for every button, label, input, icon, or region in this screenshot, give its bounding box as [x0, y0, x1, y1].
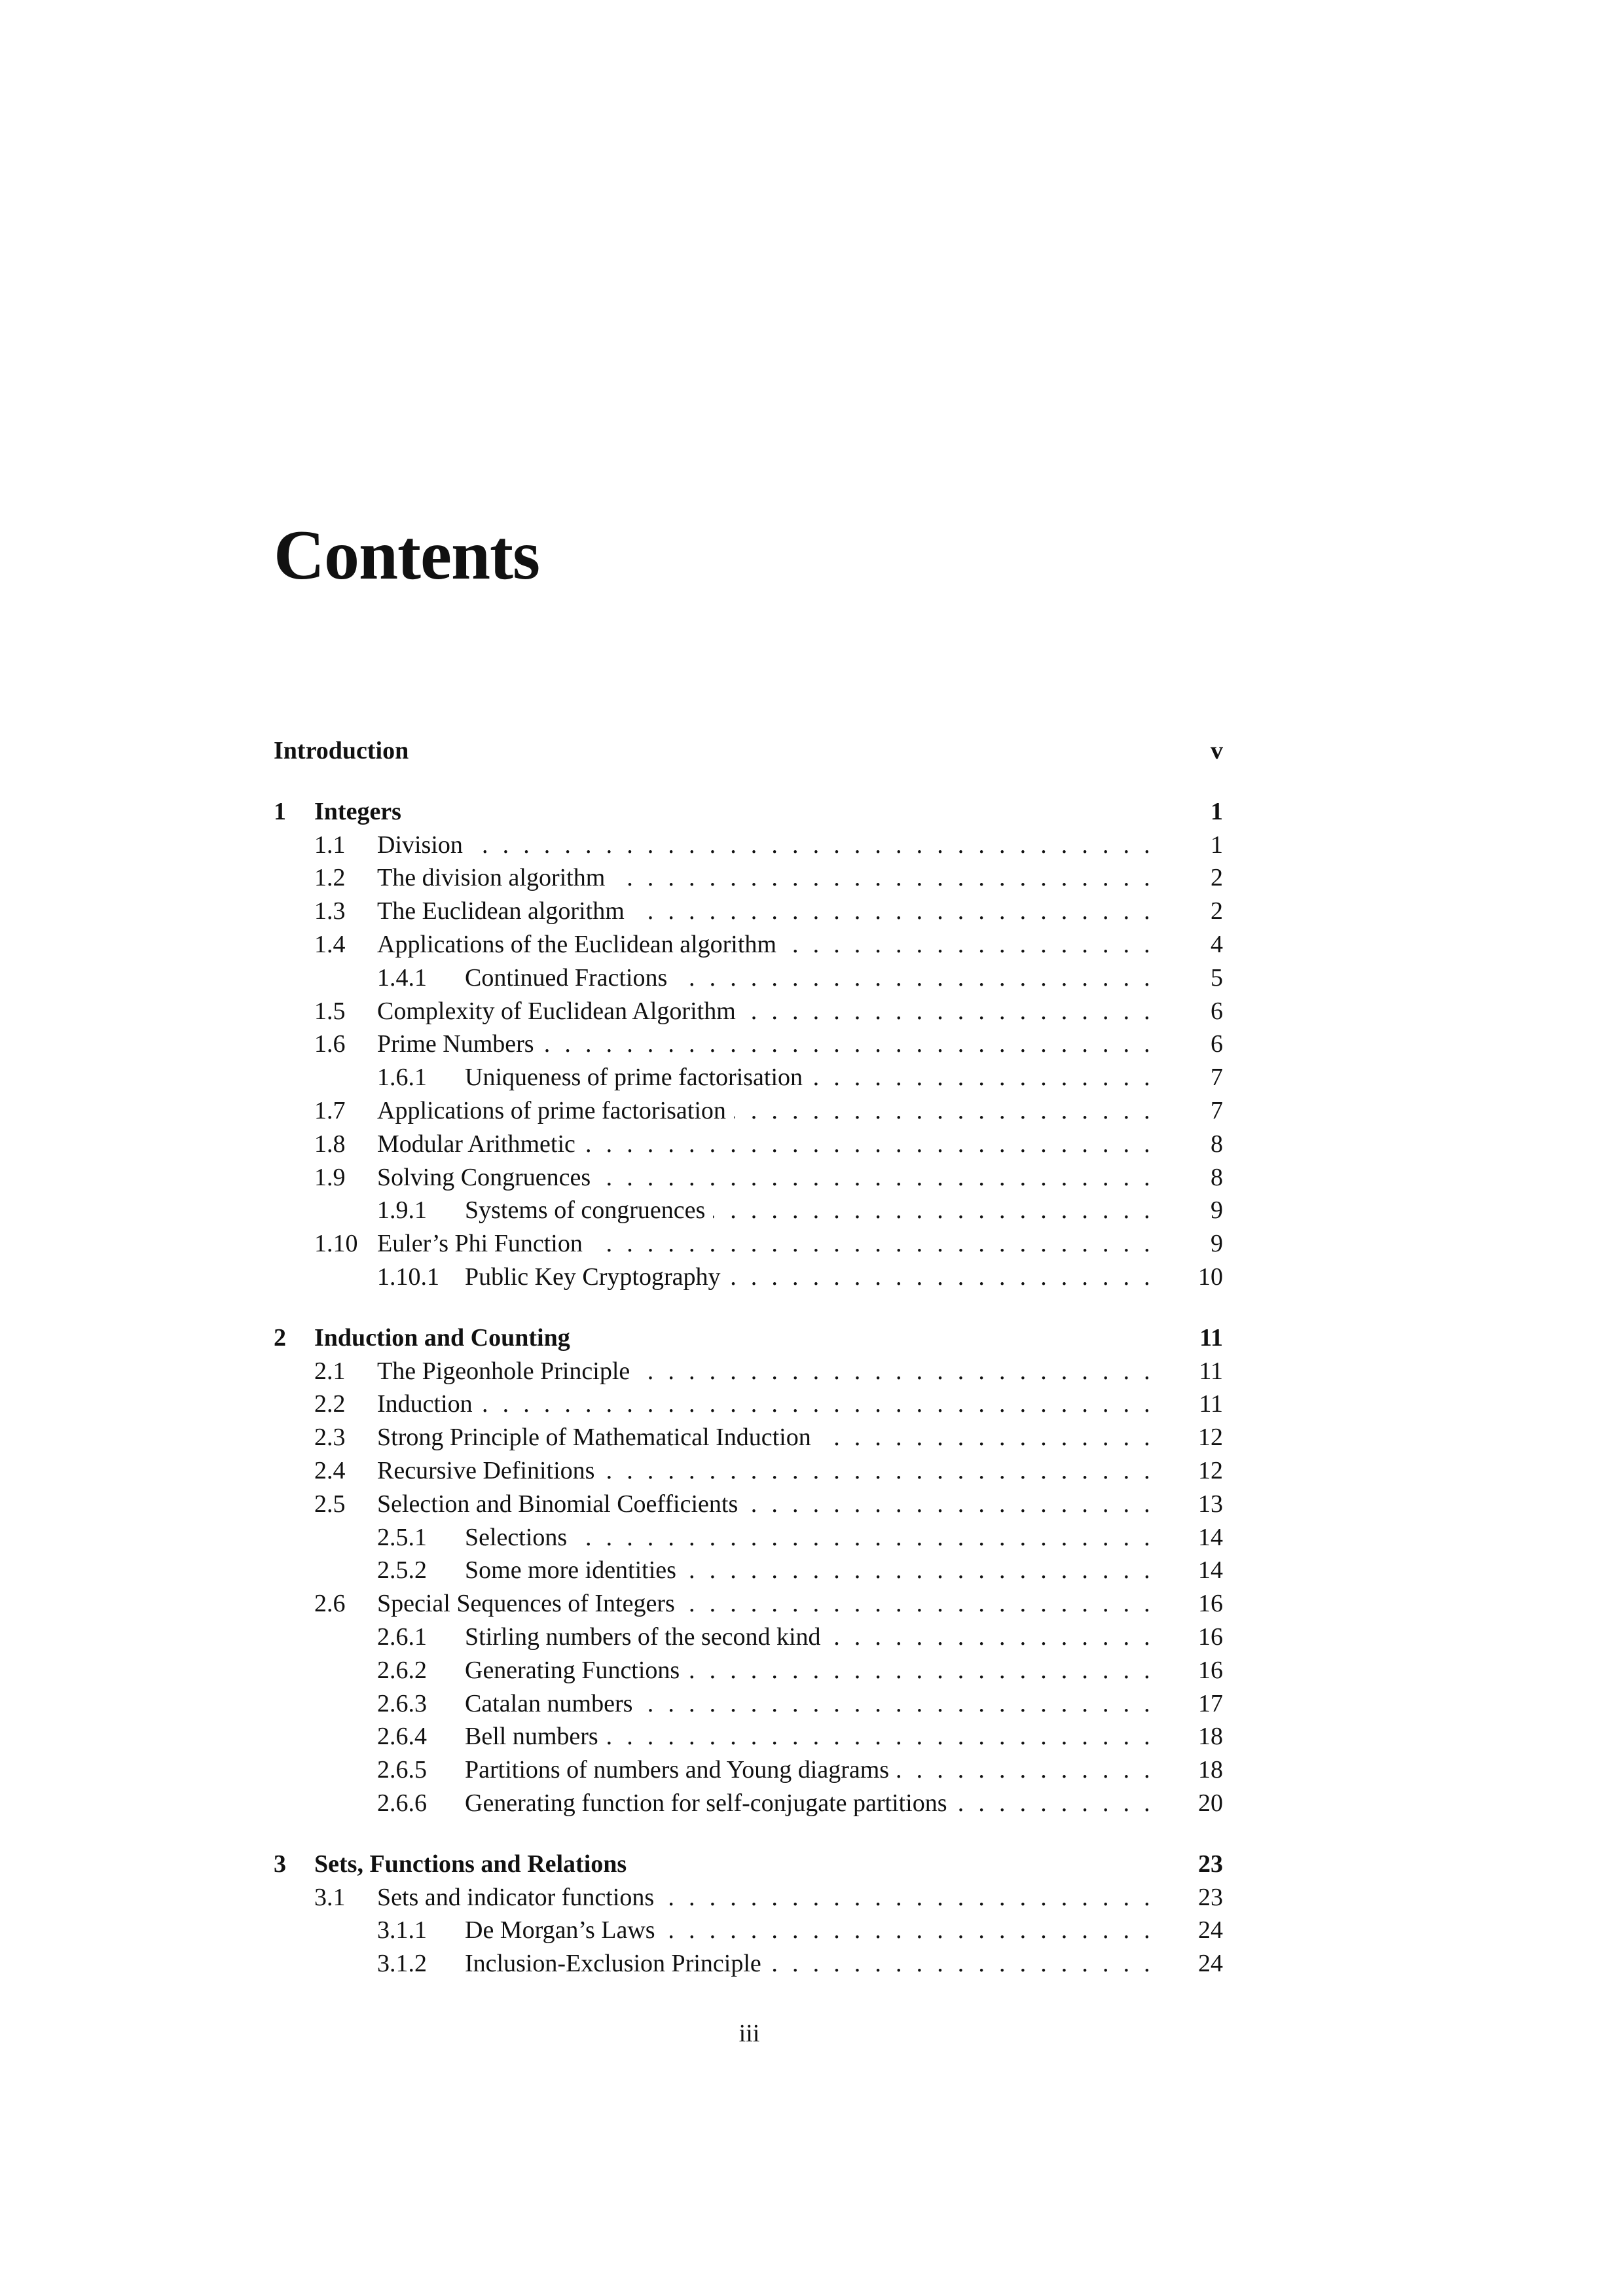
- toc-entry-title-leader: [465, 1261, 1154, 1294]
- toc-entry-number: 1.6.1: [377, 1064, 427, 1092]
- toc-entry-title-leader: [377, 1421, 1154, 1454]
- toc-entry-number: 1.6: [314, 1030, 346, 1058]
- toc-entry-title: Modular Arithmetic: [377, 1130, 583, 1158]
- toc-entry-title-leader: [377, 1028, 1154, 1061]
- toc-entry-number: 2.5.2: [377, 1556, 427, 1585]
- toc-entry-title: The division algorithm: [377, 864, 613, 891]
- toc-entry-title: Continued Fractions: [465, 964, 675, 992]
- toc-entry-page-number: 8: [1211, 1163, 1223, 1191]
- toc-section-entry[interactable]: [274, 995, 1223, 1028]
- toc-entry-number: 3: [274, 1850, 286, 1878]
- toc-entry-number: 2.5: [314, 1490, 346, 1518]
- toc-entry-title-leader: [377, 1488, 1154, 1521]
- toc-entry-page-number: 9: [1211, 1230, 1223, 1258]
- toc-entry-title: Applications of the Euclidean algorithm: [377, 931, 784, 958]
- toc-entry-title-leader: [274, 734, 1154, 768]
- toc-entry-number: 1: [274, 797, 286, 825]
- toc-entry-page-number: 20: [1198, 1789, 1223, 1817]
- toc-entry-title: Sets, Functions and Relations: [314, 1850, 634, 1878]
- toc-section-entry[interactable]: [274, 1355, 1223, 1388]
- toc-entry-page-number: 13: [1198, 1490, 1223, 1518]
- toc-entry-number: 3.1.2: [377, 1950, 427, 1978]
- toc-subsection-entry[interactable]: [274, 1521, 1223, 1554]
- toc-entry-number: 2: [274, 1323, 286, 1352]
- toc-entry-page-number: 12: [1198, 1424, 1223, 1452]
- toc-subsection-entry[interactable]: [274, 1720, 1223, 1753]
- toc-entry-title: Bell numbers: [465, 1723, 606, 1750]
- page-number-footer: iii: [739, 2020, 760, 2047]
- toc-entry-title-leader: [465, 961, 1154, 995]
- toc-entry-number: 1.2: [314, 864, 346, 892]
- toc-entry-title-leader: [465, 1654, 1154, 1687]
- toc-entry-title-leader: [377, 1128, 1154, 1161]
- toc-entry-title: Prime Numbers: [377, 1030, 542, 1058]
- toc-entry-page-number: 18: [1198, 1723, 1223, 1751]
- toc-entry-title: Partitions of numbers and Young diagrams: [465, 1756, 897, 1784]
- toc-entry-page-number: 9: [1211, 1196, 1223, 1225]
- toc-entry-title-leader: [465, 1720, 1154, 1753]
- toc-entry-page-number: 24: [1198, 1916, 1223, 1945]
- toc-section-entry[interactable]: [274, 1028, 1223, 1061]
- toc-section-entry[interactable]: [274, 1587, 1223, 1621]
- toc-entry-title: Stirling numbers of the second kind: [465, 1623, 829, 1651]
- toc-entry-number: 1.1: [314, 831, 346, 859]
- toc-entry-title-leader: [377, 928, 1154, 961]
- toc-chapter-entry[interactable]: [274, 1848, 1223, 1881]
- toc-entry-number: 2.6.4: [377, 1723, 427, 1751]
- toc-section-entry[interactable]: [274, 829, 1223, 862]
- toc-entry-page-number: 8: [1211, 1130, 1223, 1158]
- toc-entry-page-number: 11: [1199, 1323, 1223, 1352]
- toc-entry-title: Selections: [465, 1524, 575, 1551]
- toc-section-entry[interactable]: [274, 861, 1223, 895]
- toc-entry-number: 2.3: [314, 1424, 346, 1452]
- toc-entry-number: 2.5.1: [377, 1523, 427, 1551]
- toc-entry-title-leader: [377, 1227, 1154, 1261]
- toc-chapter-entry[interactable]: [274, 1321, 1223, 1355]
- toc-entry-page-number: 1: [1211, 797, 1223, 825]
- toc-entry-title-leader: [377, 1161, 1154, 1194]
- toc-entry-title: Uniqueness of prime factorisation: [465, 1064, 811, 1091]
- toc-entry-title-leader: [377, 895, 1154, 928]
- toc-section-entry[interactable]: [274, 1388, 1223, 1421]
- toc-entry-number: 2.6.6: [377, 1789, 427, 1817]
- toc-section-entry[interactable]: [274, 1454, 1223, 1488]
- toc-entry-title-leader: [377, 1094, 1154, 1128]
- toc-entry-title: Recursive Definitions: [377, 1457, 602, 1484]
- toc-entry-title: Strong Principle of Mathematical Induction: [377, 1424, 819, 1451]
- toc-subsection-entry[interactable]: [274, 1554, 1223, 1587]
- toc-entry-page-number: 16: [1198, 1590, 1223, 1618]
- toc-entry-title: Solving Congruences: [377, 1164, 598, 1191]
- toc-entry-title-leader: [465, 1687, 1154, 1721]
- toc-subsection-entry[interactable]: [274, 1621, 1223, 1654]
- toc-entry-title: Catalan numbers: [465, 1690, 640, 1717]
- toc-entry-number: 2.6.2: [377, 1656, 427, 1684]
- table-of-contents: [274, 734, 1223, 1981]
- toc-section-entry[interactable]: [274, 1128, 1223, 1161]
- toc-entry-number: 2.6.1: [377, 1623, 427, 1651]
- toc-entry-title-leader: [465, 1787, 1154, 1820]
- toc-entry-title-leader: [465, 1521, 1154, 1554]
- toc-entry-title: Generating function for self-conjugate partitions: [465, 1789, 955, 1817]
- toc-entry-title-leader: [314, 1848, 1154, 1881]
- toc-entry-title: Selection and Binomial Coefficients: [377, 1490, 746, 1518]
- toc-entry-title: Complexity of Euclidean Algorithm: [377, 997, 744, 1025]
- toc-entry-title: De Morgan’s Laws: [465, 1916, 663, 1944]
- toc-entry-page-number: 11: [1199, 1390, 1223, 1418]
- toc-subsection-entry[interactable]: [274, 961, 1223, 995]
- toc-subsection-entry[interactable]: [274, 1753, 1223, 1787]
- toc-entry-title-leader: [377, 829, 1154, 862]
- toc-section-entry[interactable]: [274, 1227, 1223, 1261]
- toc-entry-page-number: 23: [1198, 1883, 1223, 1911]
- toc-entry-title: Integers: [314, 798, 409, 825]
- toc-entry-number: 1.4.1: [377, 963, 427, 992]
- toc-entry-title-leader: [465, 1947, 1154, 1981]
- toc-entry-page-number: 14: [1198, 1556, 1223, 1585]
- toc-entry-title: Sets and indicator functions: [377, 1884, 662, 1911]
- toc-entry-page-number: 6: [1211, 997, 1223, 1025]
- toc-entry-page-number: 10: [1198, 1263, 1223, 1291]
- toc-entry-number: 3.1: [314, 1883, 346, 1911]
- toc-entry-page-number: 6: [1211, 1030, 1223, 1058]
- toc-entry-title-leader: [377, 995, 1154, 1028]
- toc-subsection-entry[interactable]: [274, 1914, 1223, 1947]
- toc-entry-page-number: 16: [1198, 1656, 1223, 1684]
- toc-entry-number: 1.9: [314, 1163, 346, 1191]
- toc-entry-number: 2.4: [314, 1456, 346, 1484]
- toc-section-entry[interactable]: [274, 1094, 1223, 1128]
- toc-entry-page-number: 14: [1198, 1523, 1223, 1551]
- toc-entry-title: Special Sequences of Integers: [377, 1590, 683, 1617]
- toc-entry-title-leader: [465, 1753, 1154, 1787]
- toc-subsection-entry[interactable]: [274, 1194, 1223, 1227]
- toc-entry-page-number: 17: [1198, 1689, 1223, 1717]
- toc-subsection-entry[interactable]: [274, 1061, 1223, 1094]
- toc-entry-number: 2.2: [314, 1390, 346, 1418]
- toc-entry-page-number: 7: [1211, 1064, 1223, 1092]
- toc-entry-title-leader: [465, 1914, 1154, 1947]
- toc-entry-number: 1.10: [314, 1230, 358, 1258]
- toc-section-entry[interactable]: [274, 1421, 1223, 1454]
- toc-entry-title-leader: [465, 1061, 1154, 1094]
- toc-chapter-entry[interactable]: [274, 734, 1223, 768]
- toc-entry-title: Generating Functions: [465, 1657, 687, 1684]
- toc-subsection-entry[interactable]: [274, 1687, 1223, 1721]
- toc-entry-title-leader: [377, 1881, 1154, 1914]
- toc-entry-number: 1.5: [314, 997, 346, 1025]
- toc-entry-page-number: 23: [1198, 1850, 1223, 1878]
- toc-section-entry[interactable]: [274, 928, 1223, 961]
- toc-entry-number: 1.4: [314, 930, 346, 958]
- toc-entry-title-leader: [465, 1554, 1154, 1587]
- toc-entry-title: Some more identities: [465, 1556, 684, 1584]
- toc-entry-title: Induction: [377, 1390, 481, 1418]
- toc-entry-number: 1.10.1: [377, 1263, 439, 1291]
- toc-entry-title: Inclusion-Exclusion Principle: [465, 1950, 769, 1977]
- toc-entry-page-number: 4: [1211, 930, 1223, 958]
- toc-entry-page-number: 24: [1198, 1950, 1223, 1978]
- toc-entry-title: Applications of prime factorisation: [377, 1097, 734, 1124]
- toc-entry-title-leader: [377, 1454, 1154, 1488]
- toc-entry-page-number: 18: [1198, 1756, 1223, 1784]
- toc-subsection-entry[interactable]: [274, 1787, 1223, 1820]
- toc-entry-page-number: v: [1211, 737, 1223, 764]
- toc-entry-title: Systems of congruences: [465, 1196, 713, 1224]
- toc-entry-number: 2.6.3: [377, 1689, 427, 1717]
- toc-entry-title-leader: [465, 1194, 1154, 1227]
- toc-entry-title-leader: [377, 861, 1154, 895]
- toc-entry-page-number: 12: [1198, 1456, 1223, 1484]
- toc-entry-title: Euler’s Phi Function: [377, 1230, 591, 1257]
- toc-entry-number: 2.6: [314, 1590, 346, 1618]
- toc-entry-title: Division: [377, 831, 471, 859]
- toc-entry-title: Public Key Cryptography: [465, 1263, 729, 1291]
- toc-subsection-entry[interactable]: [274, 1947, 1223, 1981]
- toc-entry-page-number: 2: [1211, 864, 1223, 892]
- toc-entry-page-number: 11: [1199, 1357, 1223, 1385]
- toc-entry-page-number: 5: [1211, 963, 1223, 992]
- toc-entry-number: 3.1.1: [377, 1916, 427, 1945]
- toc-subsection-entry[interactable]: [274, 1261, 1223, 1294]
- toc-entry-title-leader: [377, 1388, 1154, 1421]
- toc-section-entry[interactable]: [274, 1881, 1223, 1914]
- toc-section-entry[interactable]: [274, 1488, 1223, 1521]
- toc-entry-title: Introduction: [274, 737, 416, 764]
- toc-entry-title-leader: [377, 1587, 1154, 1621]
- toc-entry-title-leader: [465, 1621, 1154, 1654]
- toc-entry-page-number: 7: [1211, 1096, 1223, 1124]
- toc-entry-title: The Pigeonhole Principle: [377, 1357, 638, 1385]
- toc-subsection-entry[interactable]: [274, 1654, 1223, 1687]
- toc-section-entry[interactable]: [274, 895, 1223, 928]
- toc-entry-number: 2.6.5: [377, 1756, 427, 1784]
- toc-entry-number: 2.1: [314, 1357, 346, 1385]
- toc-entry-title-leader: [377, 1355, 1154, 1388]
- toc-entry-title: Induction and Counting: [314, 1324, 578, 1352]
- toc-entry-title-leader: [314, 1321, 1154, 1355]
- toc-entry-page-number: 2: [1211, 897, 1223, 925]
- toc-entry-page-number: 1: [1211, 831, 1223, 859]
- toc-entry-number: 1.8: [314, 1130, 346, 1158]
- toc-entry-number: 1.9.1: [377, 1196, 427, 1225]
- toc-entry-title-leader: [314, 795, 1154, 829]
- toc-entry-page-number: 16: [1198, 1623, 1223, 1651]
- toc-entry-number: 1.3: [314, 897, 346, 925]
- toc-section-entry[interactable]: [274, 1161, 1223, 1194]
- page-title: Contents: [274, 516, 540, 594]
- toc-entry-title: The Euclidean algorithm: [377, 897, 632, 925]
- toc-entry-number: 1.7: [314, 1096, 346, 1124]
- toc-chapter-entry[interactable]: [274, 795, 1223, 829]
